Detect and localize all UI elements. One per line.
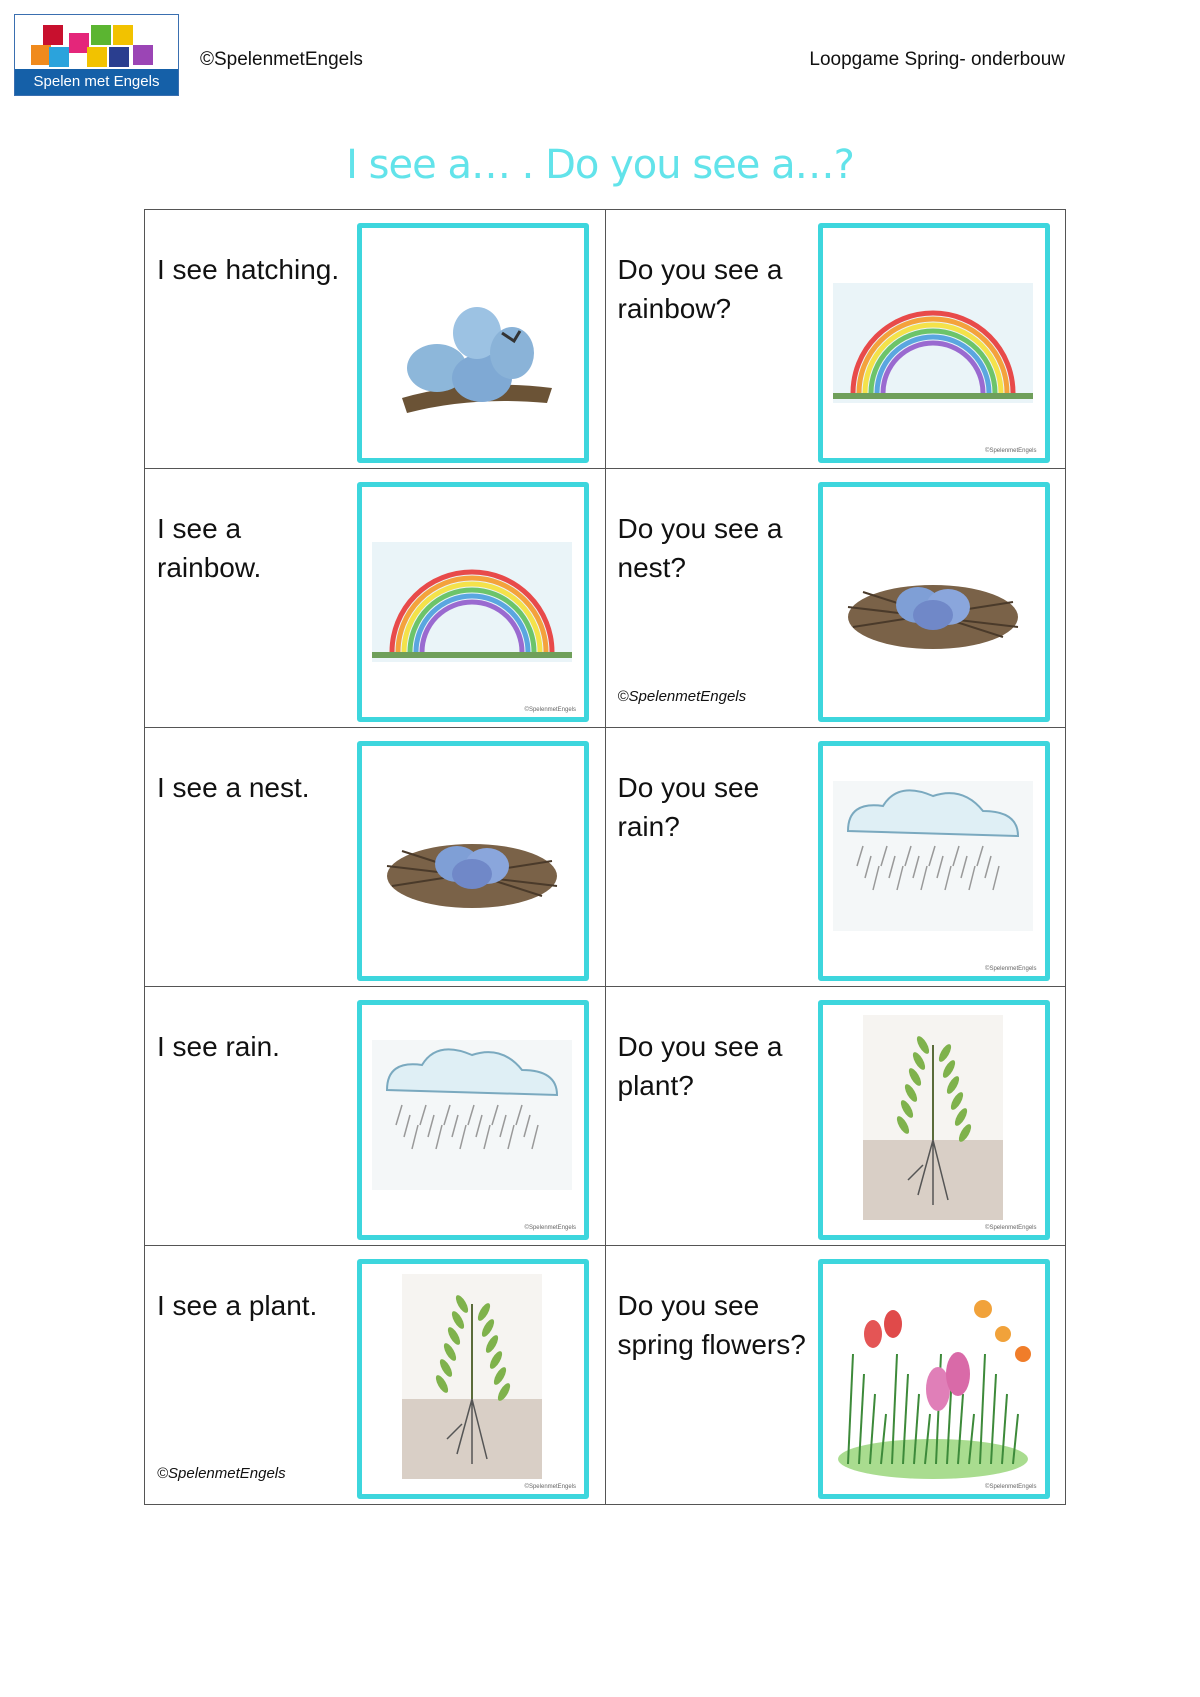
card-plant [145, 1246, 606, 1505]
card-rainbow [605, 210, 1066, 469]
logo [14, 14, 179, 96]
english-blocks-logo-icon [29, 23, 165, 69]
picture-frame [818, 1259, 1050, 1499]
image-credit: ©SpelenmetEngels [524, 1225, 576, 1231]
picture-frame [818, 741, 1050, 981]
picture-frame [357, 1000, 589, 1240]
card-row [145, 728, 1066, 987]
rainbow-icon [823, 228, 1045, 458]
picture-frame [357, 482, 589, 722]
card-copyright: ©SpelenmetEngels [617, 688, 747, 705]
card-text: Do you see a rainbow? [617, 254, 783, 324]
rain-icon [362, 1005, 584, 1235]
card-rain [605, 728, 1066, 987]
card-table [144, 209, 1066, 1505]
card-spring-flowers [605, 1246, 1066, 1505]
hatching-eggs-icon [362, 228, 584, 458]
rain-icon [823, 746, 1045, 976]
page-title: I see a… . Do you see a…? [346, 142, 854, 188]
picture-frame [357, 223, 589, 463]
image-credit: ©SpelenmetEngels [985, 1484, 1037, 1490]
card-copyright: ©SpelenmetEngels [157, 1465, 286, 1482]
image-credit: ©SpelenmetEngels [985, 448, 1037, 454]
picture-frame [818, 482, 1050, 722]
document-title: Loopgame Spring- onderbouw [809, 49, 1065, 70]
card-text: Do you see rain? [617, 772, 760, 842]
picture-frame [818, 1000, 1050, 1240]
card-text: Do you see a plant? [617, 1031, 783, 1101]
spring-flowers-icon [823, 1264, 1045, 1494]
card-rain [145, 987, 606, 1246]
card-text: I see a nest. [157, 772, 310, 803]
card-text: I see a plant. [157, 1290, 318, 1321]
image-credit: ©SpelenmetEngels [524, 1484, 576, 1490]
card-text: I see hatching. [157, 254, 340, 285]
logo-text: Spelen met Engels [15, 69, 178, 95]
image-credit: ©SpelenmetEngels [985, 966, 1037, 972]
copyright-header: ©SpelenmetEngels [200, 49, 363, 70]
card-nest [145, 728, 606, 987]
picture-frame [357, 1259, 589, 1499]
card-rainbow [145, 469, 606, 728]
image-credit: ©SpelenmetEngels [524, 707, 576, 713]
card-text: I see a rainbow. [157, 513, 262, 583]
card-plant [605, 987, 1066, 1246]
card-text: Do you see a nest? [617, 513, 783, 583]
rainbow-icon [362, 487, 584, 717]
card-row [145, 987, 1066, 1246]
card-row [145, 210, 1066, 469]
picture-frame [357, 741, 589, 981]
plant-icon [823, 1005, 1045, 1235]
card-row [145, 1246, 1066, 1505]
card-text: I see rain. [157, 1031, 280, 1062]
card-text: Do you see spring flowers? [617, 1290, 806, 1360]
card-hatching-eggs [145, 210, 606, 469]
image-credit: ©SpelenmetEngels [985, 1225, 1037, 1231]
card-row [145, 469, 1066, 728]
nest-icon [823, 487, 1045, 717]
picture-frame [818, 223, 1050, 463]
nest-icon [362, 746, 584, 976]
plant-icon [362, 1264, 584, 1494]
card-nest [605, 469, 1066, 728]
